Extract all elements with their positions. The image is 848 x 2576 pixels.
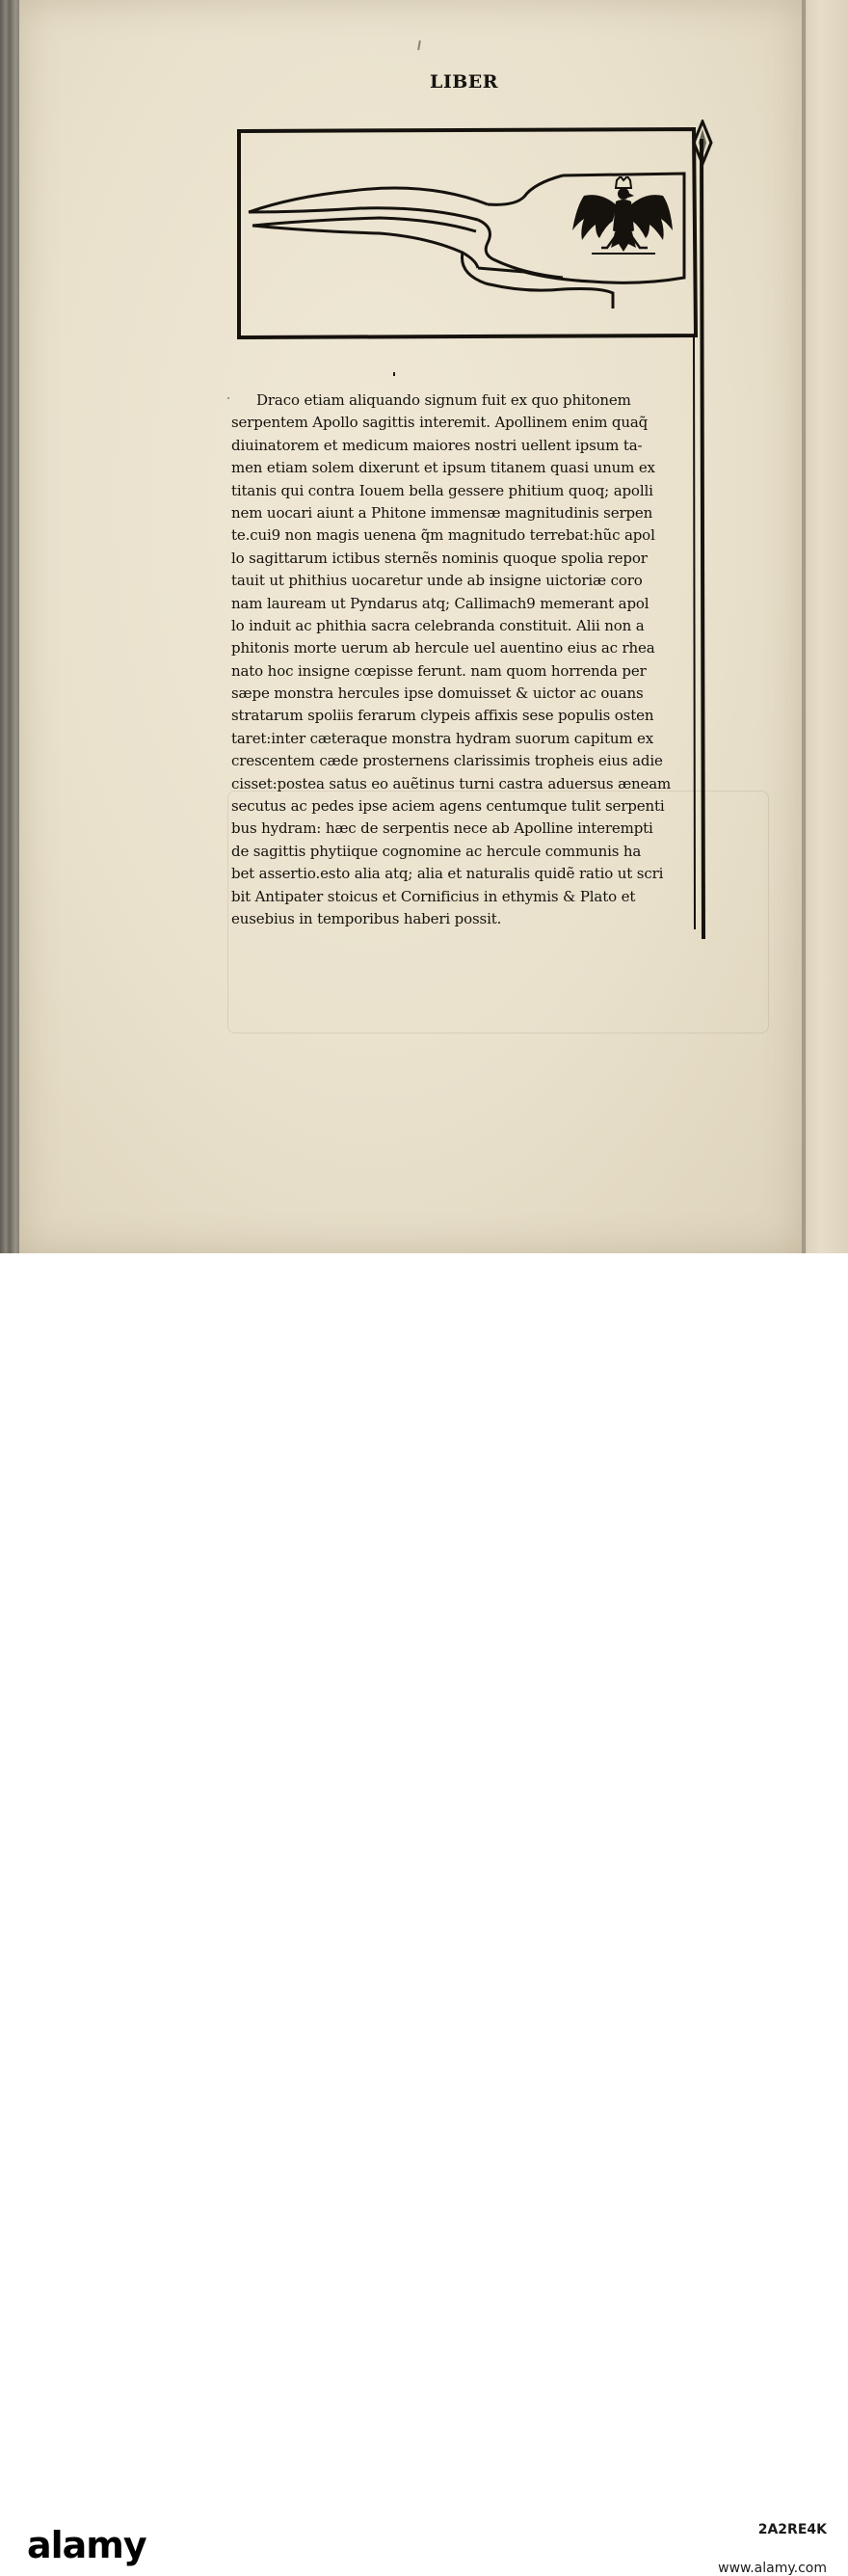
text-line: men etiam solem dixerunt et ipsum titanem quasi unum ex (231, 459, 655, 477)
text-line: bit Antipater stoicus et Cornificius in ethymis & Plato et (231, 887, 636, 905)
text-line: serpentem Apollo sagittis interemit. Apollinem enim quaq̃ (231, 414, 649, 432)
text-line: bus hydram: hæc de serpentis nece ab Apolline interempti (231, 819, 653, 838)
watermark-bar (0, 1253, 848, 2576)
text-line: cisset:postea satus eo auẽtinus turni castra aduersus æneam (231, 774, 672, 792)
text-line: secutus ac pedes ipse aciem agens centumque tulit serpenti (231, 797, 665, 816)
text-line: titanis qui contra Iouem bella gessere phitium quoq; apolli (231, 481, 653, 499)
text-line: de sagittis phytiique cognomine ac hercule communis ha (231, 842, 642, 860)
stock-logo: alamy (27, 2524, 146, 2566)
facing-page-edge (802, 0, 848, 1253)
text-line: nam lauream ut Pyndarus atq; Callimach9 memerant apol (231, 594, 649, 612)
flag-fold (488, 175, 563, 204)
text-line: nato hoc insigne cœpisse ferunt. nam quom horrenda per (231, 661, 647, 680)
running-head: LIBER (430, 71, 499, 93)
eagle-icon (563, 176, 676, 265)
stock-url: www.alamy.com (718, 2561, 827, 2576)
text-line: Draco etiam aliquando signum fuit ex quo phitonem (256, 391, 631, 409)
crown-icon (616, 176, 631, 188)
text-line: stratarum spoliis ferarum clypeis affixis sese populis osten (231, 707, 654, 725)
text-line: bet assertio.esto alia atq; alia et naturalis quidẽ ratio ut scri (231, 865, 664, 883)
text-line: taret:inter cæteraque monstra hydram suorum capitum ex (231, 729, 654, 747)
text-line: phitonis morte uerum ab hercule uel auentino eius ac rhea (231, 639, 655, 657)
scanned-page-photo (0, 0, 848, 1253)
text-line: tauit ut phithius uocaretur unde ab insigne uictoriæ coro (231, 572, 643, 590)
ink-dot (227, 397, 229, 399)
body-text (231, 389, 705, 930)
text-line: nem uocari aiunt a Phitone immensæ magnitudinis serpen (231, 503, 653, 522)
text-line: te.cui9 non magis uenena q̃m magnitudo terrebat:hũc apol (231, 526, 655, 545)
streamer-low (252, 226, 478, 268)
text-line: lo sagittarum ictibus sternẽs nominis quoque spolia repor (231, 549, 648, 567)
stock-image-id: 2A2RE4K (757, 2522, 827, 2537)
text-line: diuinatorem et medicum maiores nostri uellent ipsum ta- (231, 436, 643, 454)
ink-dot (393, 372, 395, 374)
text-line: lo induit ac phithia sacra celebranda constituit. Alii non a (231, 616, 645, 634)
text-line: crescentem cæde prosternens clarissimis tropheis eius adie (231, 752, 663, 770)
text-line: eusebius in temporibus haberi possit. (231, 909, 502, 927)
text-line: sæpe monstra hercules ipse domuisset & uictor ac ouans (231, 684, 644, 703)
